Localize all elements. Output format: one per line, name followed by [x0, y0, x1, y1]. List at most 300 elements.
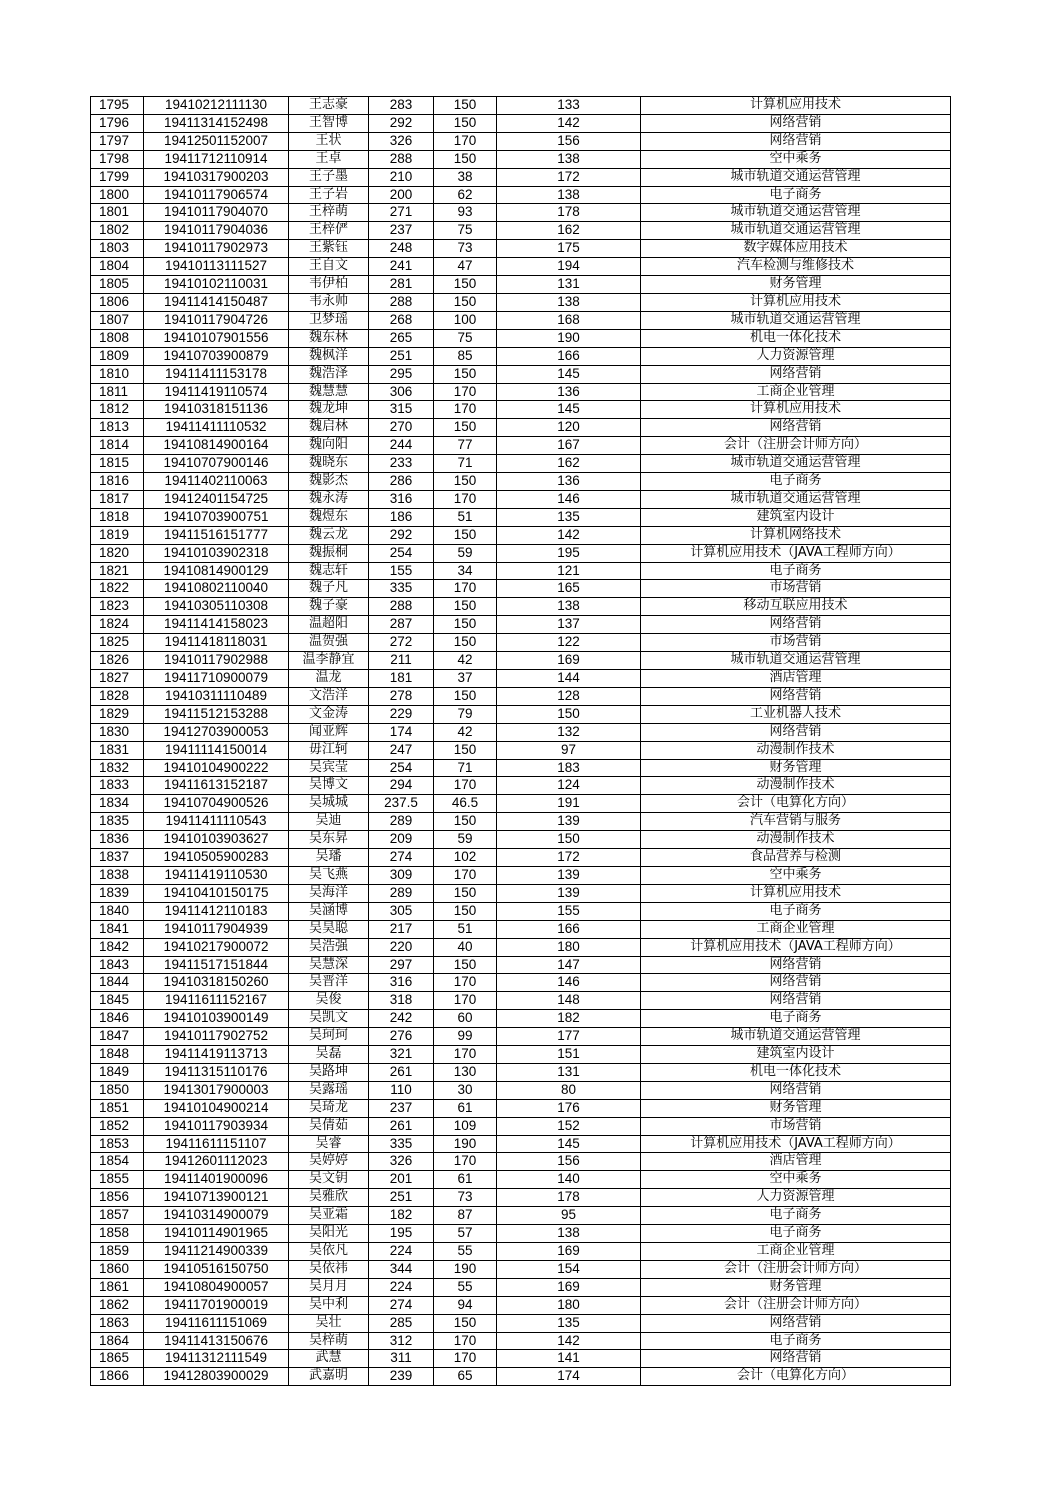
score-a-cell: 170	[434, 580, 497, 598]
major-cell: 计算机应用技术	[641, 293, 951, 311]
score-a-cell: 61	[434, 1171, 497, 1189]
name-cell: 文金涛	[289, 705, 369, 723]
table-row	[91, 920, 951, 938]
total-score-cell: 174	[369, 723, 434, 741]
table-row	[91, 293, 951, 311]
total-score-cell: 181	[369, 670, 434, 688]
score-b-cell: 190	[497, 329, 641, 347]
table-row	[91, 616, 951, 634]
row-number-cell: 1835	[91, 813, 144, 831]
score-a-cell: 42	[434, 723, 497, 741]
row-number-cell: 1839	[91, 884, 144, 902]
table-row	[91, 1135, 951, 1153]
exam-id-cell: 19411418118031	[144, 634, 289, 652]
name-cell: 吴梓萌	[289, 1332, 369, 1350]
score-b-cell: 124	[497, 777, 641, 795]
exam-id-cell: 19412803900029	[144, 1368, 289, 1386]
table-row	[91, 1332, 951, 1350]
total-score-cell: 283	[369, 97, 434, 115]
major-cell: 动漫制作技术	[641, 777, 951, 795]
table-row	[91, 723, 951, 741]
score-b-cell: 166	[497, 920, 641, 938]
score-b-cell: 172	[497, 168, 641, 186]
row-number-cell: 1832	[91, 759, 144, 777]
name-cell: 王状	[289, 132, 369, 150]
name-cell: 吴珂珂	[289, 1028, 369, 1046]
total-score-cell: 305	[369, 902, 434, 920]
name-cell: 韦永帅	[289, 293, 369, 311]
table-row	[91, 544, 951, 562]
name-cell: 吴月月	[289, 1278, 369, 1296]
score-a-cell: 170	[434, 992, 497, 1010]
total-score-cell: 285	[369, 1314, 434, 1332]
exam-id-cell: 19411414158023	[144, 616, 289, 634]
name-cell: 闻亚辉	[289, 723, 369, 741]
name-cell: 吴亚霜	[289, 1207, 369, 1225]
total-score-cell: 288	[369, 293, 434, 311]
name-cell: 吴迪	[289, 813, 369, 831]
score-b-cell: 155	[497, 902, 641, 920]
name-cell: 吴路坤	[289, 1063, 369, 1081]
name-cell: 吴海洋	[289, 884, 369, 902]
total-score-cell: 287	[369, 616, 434, 634]
score-b-cell: 183	[497, 759, 641, 777]
name-cell: 王子墨	[289, 168, 369, 186]
score-b-cell: 191	[497, 795, 641, 813]
total-score-cell: 242	[369, 1010, 434, 1028]
exam-id-cell: 19410802110040	[144, 580, 289, 598]
name-cell: 吴琦龙	[289, 1099, 369, 1117]
major-cell: 会计（注册会计师方向）	[641, 437, 951, 455]
row-number-cell: 1833	[91, 777, 144, 795]
total-score-cell: 261	[369, 1063, 434, 1081]
score-b-cell: 138	[497, 150, 641, 168]
exam-id-cell: 19410117904726	[144, 311, 289, 329]
exam-id-cell: 19411419110574	[144, 383, 289, 401]
score-a-cell: 150	[434, 616, 497, 634]
exam-id-cell: 19410117904939	[144, 920, 289, 938]
score-b-cell: 128	[497, 687, 641, 705]
major-cell: 工商企业管理	[641, 383, 951, 401]
row-number-cell: 1847	[91, 1028, 144, 1046]
exam-id-cell: 19412401154725	[144, 490, 289, 508]
major-cell: 空中乘务	[641, 1171, 951, 1189]
score-a-cell: 37	[434, 670, 497, 688]
major-cell: 网络营销	[641, 956, 951, 974]
exam-id-cell: 19411314152498	[144, 114, 289, 132]
score-b-cell: 146	[497, 974, 641, 992]
score-a-cell: 30	[434, 1081, 497, 1099]
score-b-cell: 132	[497, 723, 641, 741]
exam-id-cell: 19410117906574	[144, 186, 289, 204]
major-cell: 电子商务	[641, 473, 951, 491]
total-score-cell: 309	[369, 866, 434, 884]
score-a-cell: 38	[434, 168, 497, 186]
table-row	[91, 437, 951, 455]
table-row	[91, 1099, 951, 1117]
table-row	[91, 687, 951, 705]
table-row	[91, 276, 951, 294]
table-row	[91, 1046, 951, 1064]
row-number-cell: 1823	[91, 598, 144, 616]
total-score-cell: 316	[369, 490, 434, 508]
exam-id-cell: 19411712110914	[144, 150, 289, 168]
table-row	[91, 1010, 951, 1028]
name-cell: 吴依祎	[289, 1260, 369, 1278]
exam-id-cell: 19411414150487	[144, 293, 289, 311]
name-cell: 吴磊	[289, 1046, 369, 1064]
exam-id-cell: 19411611151069	[144, 1314, 289, 1332]
table-row	[91, 97, 951, 115]
row-number-cell: 1838	[91, 866, 144, 884]
row-number-cell: 1861	[91, 1278, 144, 1296]
exam-id-cell: 19411517151844	[144, 956, 289, 974]
score-a-cell: 130	[434, 1063, 497, 1081]
total-score-cell: 265	[369, 329, 434, 347]
major-cell: 机电一体化技术	[641, 1063, 951, 1081]
total-score-cell: 292	[369, 114, 434, 132]
score-b-cell: 135	[497, 1314, 641, 1332]
exam-id-cell: 19410311110489	[144, 687, 289, 705]
table-row	[91, 902, 951, 920]
major-cell: 计算机应用技术（JAVA工程师方向）	[641, 1135, 951, 1153]
major-cell: 财务管理	[641, 1099, 951, 1117]
major-cell: 网络营销	[641, 1350, 951, 1368]
total-score-cell: 295	[369, 365, 434, 383]
exam-id-cell: 19410410150175	[144, 884, 289, 902]
exam-id-cell: 19410713900121	[144, 1189, 289, 1207]
exam-id-cell: 19410113111527	[144, 258, 289, 276]
score-a-cell: 75	[434, 329, 497, 347]
total-score-cell: 289	[369, 884, 434, 902]
score-a-cell: 150	[434, 114, 497, 132]
table-row	[91, 759, 951, 777]
total-score-cell: 201	[369, 1171, 434, 1189]
table-row	[91, 508, 951, 526]
major-cell: 空中乘务	[641, 150, 951, 168]
table-row	[91, 473, 951, 491]
score-b-cell: 138	[497, 186, 641, 204]
name-cell: 魏东林	[289, 329, 369, 347]
major-cell: 电子商务	[641, 186, 951, 204]
table-row	[91, 114, 951, 132]
score-b-cell: 138	[497, 598, 641, 616]
row-number-cell: 1797	[91, 132, 144, 150]
exam-id-cell: 19411701900019	[144, 1296, 289, 1314]
row-number-cell: 1831	[91, 741, 144, 759]
total-score-cell: 254	[369, 544, 434, 562]
score-b-cell: 194	[497, 258, 641, 276]
score-b-cell: 150	[497, 705, 641, 723]
major-cell: 市场营销	[641, 634, 951, 652]
score-a-cell: 59	[434, 831, 497, 849]
row-number-cell: 1857	[91, 1207, 144, 1225]
row-number-cell: 1817	[91, 490, 144, 508]
table-row	[91, 813, 951, 831]
row-number-cell: 1806	[91, 293, 144, 311]
score-a-cell: 51	[434, 920, 497, 938]
exam-id-cell: 19410814900164	[144, 437, 289, 455]
score-a-cell: 150	[434, 526, 497, 544]
score-a-cell: 99	[434, 1028, 497, 1046]
score-a-cell: 170	[434, 490, 497, 508]
total-score-cell: 209	[369, 831, 434, 849]
major-cell: 网络营销	[641, 687, 951, 705]
major-cell: 城市轨道交通运营管理	[641, 168, 951, 186]
name-cell: 王智博	[289, 114, 369, 132]
exam-id-cell: 19411611151107	[144, 1135, 289, 1153]
row-number-cell: 1844	[91, 974, 144, 992]
table-row	[91, 1260, 951, 1278]
total-score-cell: 312	[369, 1332, 434, 1350]
name-cell: 王紫钰	[289, 240, 369, 258]
row-number-cell: 1865	[91, 1350, 144, 1368]
exam-id-cell: 19411214900339	[144, 1243, 289, 1261]
total-score-cell: 217	[369, 920, 434, 938]
row-number-cell: 1807	[91, 311, 144, 329]
row-number-cell: 1864	[91, 1332, 144, 1350]
exam-id-cell: 19410217900072	[144, 938, 289, 956]
row-number-cell: 1810	[91, 365, 144, 383]
name-cell: 王自文	[289, 258, 369, 276]
exam-id-cell: 19411411110543	[144, 813, 289, 831]
score-a-cell: 170	[434, 1332, 497, 1350]
exam-id-cell: 19410104900214	[144, 1099, 289, 1117]
exam-id-cell: 19410318150260	[144, 974, 289, 992]
name-cell: 吴慧深	[289, 956, 369, 974]
table-row	[91, 1314, 951, 1332]
exam-id-cell: 19410804900057	[144, 1278, 289, 1296]
exam-id-cell: 19410107901556	[144, 329, 289, 347]
row-number-cell: 1814	[91, 437, 144, 455]
name-cell: 魏向阳	[289, 437, 369, 455]
total-score-cell: 182	[369, 1207, 434, 1225]
major-cell: 网络营销	[641, 1314, 951, 1332]
major-cell: 网络营销	[641, 419, 951, 437]
major-cell: 动漫制作技术	[641, 741, 951, 759]
name-cell: 魏浩泽	[289, 365, 369, 383]
name-cell: 王梓俨	[289, 222, 369, 240]
total-score-cell: 294	[369, 777, 434, 795]
table-row	[91, 938, 951, 956]
score-a-cell: 150	[434, 276, 497, 294]
major-cell: 计算机网络技术	[641, 526, 951, 544]
row-number-cell: 1855	[91, 1171, 144, 1189]
name-cell: 吴雅欣	[289, 1189, 369, 1207]
name-cell: 吴露瑶	[289, 1081, 369, 1099]
name-cell: 魏影杰	[289, 473, 369, 491]
table-row	[91, 1028, 951, 1046]
name-cell: 魏子豪	[289, 598, 369, 616]
total-score-cell: 281	[369, 276, 434, 294]
name-cell: 卫梦瑶	[289, 311, 369, 329]
name-cell: 吴倩茹	[289, 1117, 369, 1135]
row-number-cell: 1858	[91, 1225, 144, 1243]
major-cell: 城市轨道交通运营管理	[641, 204, 951, 222]
major-cell: 市场营销	[641, 580, 951, 598]
score-b-cell: 95	[497, 1207, 641, 1225]
name-cell: 吴飞燕	[289, 866, 369, 884]
row-number-cell: 1821	[91, 562, 144, 580]
total-score-cell: 237	[369, 1099, 434, 1117]
major-cell: 网络营销	[641, 616, 951, 634]
score-a-cell: 150	[434, 598, 497, 616]
score-b-cell: 131	[497, 1063, 641, 1081]
major-cell: 电子商务	[641, 1225, 951, 1243]
major-cell: 财务管理	[641, 276, 951, 294]
major-cell: 建筑室内设计	[641, 508, 951, 526]
exam-id-cell: 19410516150750	[144, 1260, 289, 1278]
name-cell: 吴博文	[289, 777, 369, 795]
score-b-cell: 131	[497, 276, 641, 294]
row-number-cell: 1813	[91, 419, 144, 437]
score-a-cell: 109	[434, 1117, 497, 1135]
score-a-cell: 102	[434, 849, 497, 867]
exam-id-cell: 19411516151777	[144, 526, 289, 544]
exam-id-cell: 19411419113713	[144, 1046, 289, 1064]
table-row	[91, 401, 951, 419]
total-score-cell: 335	[369, 1135, 434, 1153]
score-b-cell: 139	[497, 866, 641, 884]
table-row	[91, 1243, 951, 1261]
name-cell: 温龙	[289, 670, 369, 688]
row-number-cell: 1843	[91, 956, 144, 974]
row-number-cell: 1860	[91, 1260, 144, 1278]
name-cell: 毋江轲	[289, 741, 369, 759]
exam-id-cell: 19410102110031	[144, 276, 289, 294]
major-cell: 工业机器人技术	[641, 705, 951, 723]
name-cell: 吴婷婷	[289, 1153, 369, 1171]
table-row	[91, 1368, 951, 1386]
score-b-cell: 167	[497, 437, 641, 455]
total-score-cell: 248	[369, 240, 434, 258]
row-number-cell: 1846	[91, 1010, 144, 1028]
score-b-cell: 138	[497, 1225, 641, 1243]
name-cell: 吴俊	[289, 992, 369, 1010]
table-row	[91, 168, 951, 186]
row-number-cell: 1804	[91, 258, 144, 276]
major-cell: 城市轨道交通运营管理	[641, 455, 951, 473]
table-row	[91, 204, 951, 222]
score-b-cell: 80	[497, 1081, 641, 1099]
name-cell: 魏子凡	[289, 580, 369, 598]
major-cell: 建筑室内设计	[641, 1046, 951, 1064]
total-score-cell: 247	[369, 741, 434, 759]
score-b-cell: 146	[497, 490, 641, 508]
major-cell: 计算机应用技术	[641, 401, 951, 419]
score-a-cell: 73	[434, 240, 497, 258]
name-cell: 魏启林	[289, 419, 369, 437]
exam-id-cell: 19410707900146	[144, 455, 289, 473]
exam-id-cell: 19411315110176	[144, 1063, 289, 1081]
total-score-cell: 233	[369, 455, 434, 473]
score-b-cell: 182	[497, 1010, 641, 1028]
table-row	[91, 1278, 951, 1296]
score-b-cell: 154	[497, 1260, 641, 1278]
row-number-cell: 1824	[91, 616, 144, 634]
row-number-cell: 1826	[91, 652, 144, 670]
score-b-cell: 151	[497, 1046, 641, 1064]
score-a-cell: 150	[434, 293, 497, 311]
score-b-cell: 147	[497, 956, 641, 974]
row-number-cell: 1825	[91, 634, 144, 652]
major-cell: 会计（注册会计师方向）	[641, 1296, 951, 1314]
name-cell: 吴城城	[289, 795, 369, 813]
exam-id-cell: 19411613152187	[144, 777, 289, 795]
name-cell: 魏龙坤	[289, 401, 369, 419]
exam-id-cell: 19410103902318	[144, 544, 289, 562]
row-number-cell: 1805	[91, 276, 144, 294]
score-a-cell: 73	[434, 1189, 497, 1207]
table-row	[91, 1350, 951, 1368]
row-number-cell: 1827	[91, 670, 144, 688]
score-b-cell: 166	[497, 347, 641, 365]
exam-id-cell: 19411312111549	[144, 1350, 289, 1368]
exam-id-cell: 19410505900283	[144, 849, 289, 867]
score-a-cell: 40	[434, 938, 497, 956]
score-b-cell: 156	[497, 1153, 641, 1171]
score-b-cell: 174	[497, 1368, 641, 1386]
exam-id-cell: 19410117902988	[144, 652, 289, 670]
table-row	[91, 258, 951, 276]
row-number-cell: 1829	[91, 705, 144, 723]
major-cell: 会计（电算化方向）	[641, 795, 951, 813]
name-cell: 吴涵博	[289, 902, 369, 920]
name-cell: 吴东昇	[289, 831, 369, 849]
major-cell: 计算机应用技术	[641, 884, 951, 902]
row-number-cell: 1796	[91, 114, 144, 132]
score-a-cell: 47	[434, 258, 497, 276]
total-score-cell: 195	[369, 1225, 434, 1243]
row-number-cell: 1828	[91, 687, 144, 705]
total-score-cell: 239	[369, 1368, 434, 1386]
major-cell: 网络营销	[641, 132, 951, 150]
row-number-cell: 1818	[91, 508, 144, 526]
name-cell: 王卓	[289, 150, 369, 168]
row-number-cell: 1836	[91, 831, 144, 849]
name-cell: 魏志轩	[289, 562, 369, 580]
major-cell: 财务管理	[641, 1278, 951, 1296]
score-a-cell: 65	[434, 1368, 497, 1386]
score-a-cell: 93	[434, 204, 497, 222]
score-b-cell: 135	[497, 508, 641, 526]
score-a-cell: 150	[434, 634, 497, 652]
score-b-cell: 133	[497, 97, 641, 115]
exam-id-cell: 19410117902752	[144, 1028, 289, 1046]
name-cell: 吴昊聪	[289, 920, 369, 938]
total-score-cell: 186	[369, 508, 434, 526]
major-cell: 人力资源管理	[641, 1189, 951, 1207]
table-row	[91, 652, 951, 670]
score-b-cell: 169	[497, 1278, 641, 1296]
score-b-cell: 138	[497, 293, 641, 311]
score-b-cell: 162	[497, 222, 641, 240]
score-a-cell: 79	[434, 705, 497, 723]
row-number-cell: 1834	[91, 795, 144, 813]
total-score-cell: 224	[369, 1278, 434, 1296]
score-b-cell: 145	[497, 1135, 641, 1153]
total-score-cell: 288	[369, 598, 434, 616]
table-row	[91, 562, 951, 580]
score-a-cell: 77	[434, 437, 497, 455]
major-cell: 网络营销	[641, 723, 951, 741]
exam-id-cell: 19413017900003	[144, 1081, 289, 1099]
name-cell: 吴璠	[289, 849, 369, 867]
score-b-cell: 168	[497, 311, 641, 329]
table-row	[91, 419, 951, 437]
major-cell: 酒店管理	[641, 1153, 951, 1171]
table-body	[91, 97, 951, 1386]
